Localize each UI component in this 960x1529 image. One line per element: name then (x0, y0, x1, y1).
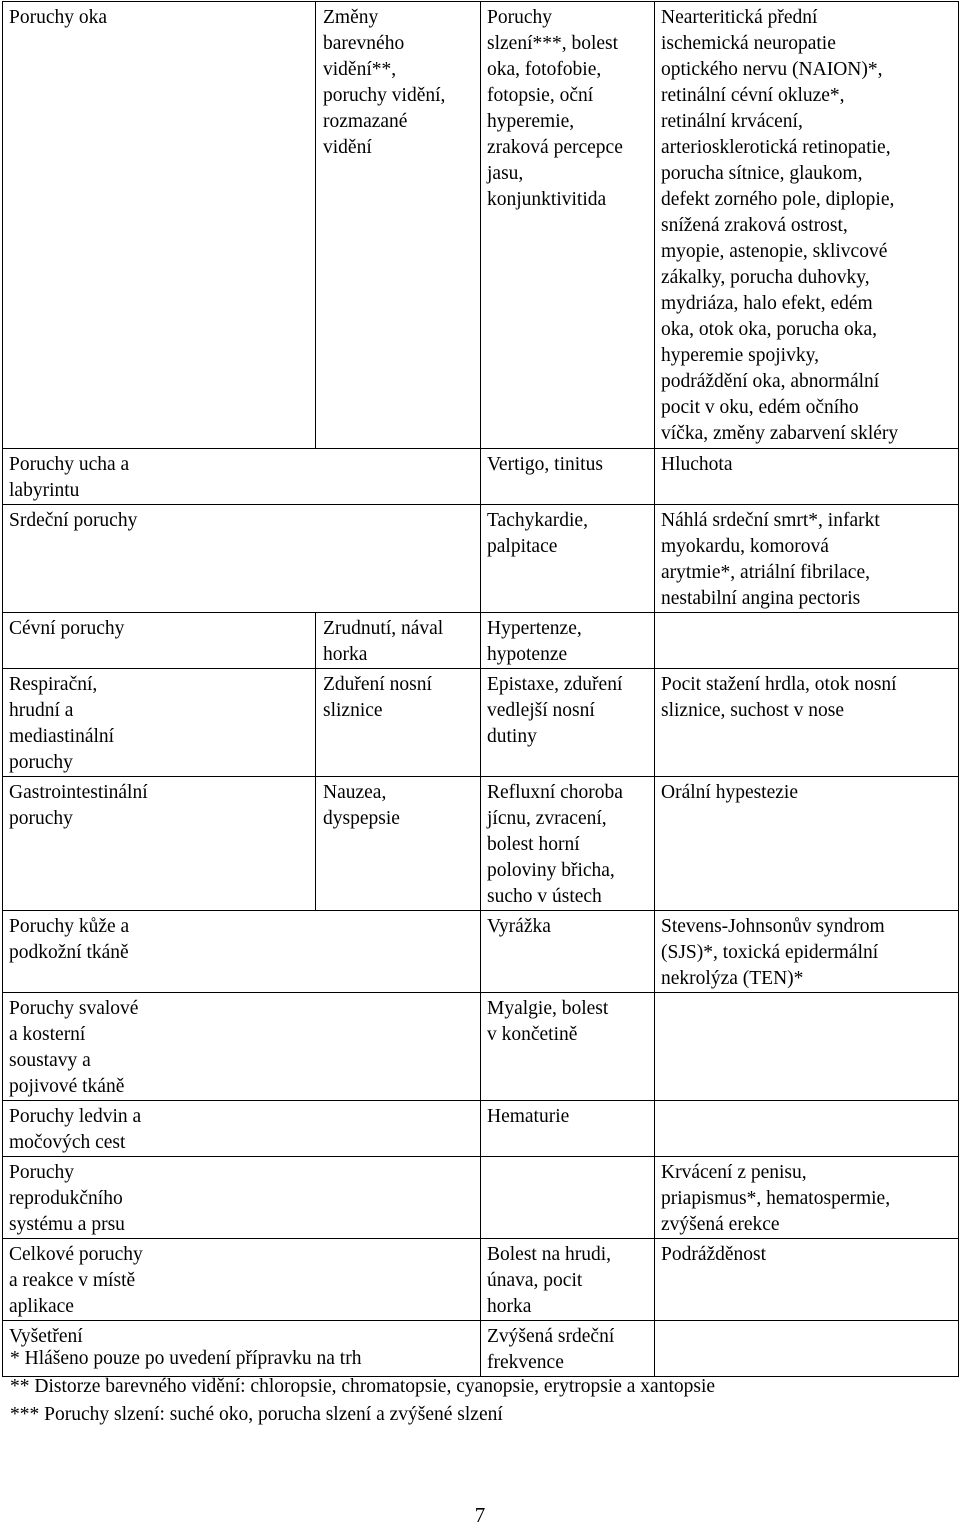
reaction-cell-rare: Krvácení z penisu, priapismus*, hematospermie, zvýšená erekce (655, 1157, 959, 1239)
reaction-cell-uncommon: Vertigo, tinitus (481, 449, 655, 505)
reaction-cell-rare: Orální hypestezie (655, 777, 959, 911)
reaction-cell-common (316, 1101, 481, 1157)
reaction-cell-uncommon: Epistaxe, zduření vedlejší nosní dutiny (481, 669, 655, 777)
reaction-cell-rare (655, 613, 959, 669)
reaction-cell-common (316, 505, 481, 613)
reaction-cell-uncommon: Bolest na hrudi, únava, pocit horka (481, 1239, 655, 1321)
table-row (3, 613, 959, 669)
reaction-cell-uncommon (481, 1157, 655, 1239)
table-row (3, 505, 959, 613)
reaction-cell-uncommon: Vyrážka (481, 911, 655, 993)
reaction-cell-common: Nauzea, dyspepsie (316, 777, 481, 911)
table-row (3, 911, 959, 993)
organ-class-cell: Gastrointestinální poruchy (3, 777, 316, 911)
reaction-cell-common (316, 1239, 481, 1321)
reaction-cell-common: Změny barevného vidění**, poruchy vidění, rozmazané vidění (316, 2, 481, 449)
reaction-cell-rare (655, 993, 959, 1101)
organ-class-cell: Poruchy reprodukčního systému a prsu (3, 1157, 316, 1239)
footnotes (10, 1345, 715, 1429)
reaction-cell-rare: Pocit stažení hrdla, otok nosní sliznice, suchost v nose (655, 669, 959, 777)
footnote: * Hlášeno pouze po uvedení přípravku na trh (10, 1348, 362, 1369)
adverse-reactions-table (2, 1, 959, 1377)
reaction-cell-rare: Hluchota (655, 449, 959, 505)
table-row (3, 1157, 959, 1239)
reaction-cell-uncommon: Zvýšená srdeční frekvence (481, 1321, 655, 1377)
table-row (3, 449, 959, 505)
page-number: 7 (474, 1503, 486, 1527)
reaction-cell-uncommon: Hematurie (481, 1101, 655, 1157)
organ-class-cell: Vyšetření (3, 1321, 316, 1377)
reaction-cell-uncommon: Myalgie, bolest v končetině (481, 993, 655, 1101)
organ-class-cell: Poruchy oka (3, 2, 316, 449)
organ-class-cell: Poruchy ledvin a močových cest (3, 1101, 316, 1157)
footnote: ** Distorze barevného vidění: chloropsie, chromatopsie, cyanopsie, erytropsie a xantopsie (10, 1376, 716, 1397)
table-row (3, 1239, 959, 1321)
reaction-cell-uncommon: Tachykardie, palpitace (481, 505, 655, 613)
reaction-cell-common (316, 911, 481, 993)
organ-class-cell: Srdeční poruchy (3, 505, 316, 613)
organ-class-cell: Poruchy kůže a podkožní tkáně (3, 911, 316, 993)
reaction-cell-uncommon: Poruchy slzení***, bolest oka, fotofobie, fotopsie, oční hyperemie, zraková percepce jasu, konjunktivitida (481, 2, 655, 449)
organ-class-cell: Poruchy svalové a kosterní soustavy a pojivové tkáně (3, 993, 316, 1101)
reaction-cell-common: Zduření nosní sliznice (316, 669, 481, 777)
organ-class-cell: Poruchy ucha a labyrintu (3, 449, 316, 505)
organ-class-cell: Cévní poruchy (3, 613, 316, 669)
reaction-cell-common (316, 1157, 481, 1239)
table-row (3, 777, 959, 911)
reaction-cell-common (316, 449, 481, 505)
footnote: *** Poruchy slzení: suché oko, porucha slzení a zvýšené slzení (10, 1404, 503, 1425)
reaction-cell-rare: Podrážděnost (655, 1239, 959, 1321)
reaction-cell-rare: Nearteritická přední ischemická neuropatie optického nervu (NAION)*, retinální cévní okluze*, retinální krvácení, arteriosklerotická retinopatie, porucha sítnice, glaukom, defekt zorného pole, diplopie, snížená zraková ostrost, myopie, astenopie, sklivcové zákalky, porucha duhovky, mydriáza, halo efekt, edém oka, otok oka, porucha oka, hyperemie spojivky, podráždění oka, abnormální pocit v oku, edém očního víčka, změny zabarvení skléry (655, 2, 959, 449)
reaction-cell-common (316, 993, 481, 1101)
organ-class-cell: Celkové poruchy a reakce v místě aplikace (3, 1239, 316, 1321)
table-row (3, 2, 959, 449)
reaction-cell-uncommon: Refluxní choroba jícnu, zvracení, bolest horní poloviny břicha, sucho v ústech (481, 777, 655, 911)
organ-class-cell: Respirační, hrudní a mediastinální poruchy (3, 669, 316, 777)
table-row (3, 669, 959, 777)
reaction-cell-rare: Stevens-Johnsonův syndrom (SJS)*, toxická epidermální nekrolýza (TEN)* (655, 911, 959, 993)
table-row (3, 993, 959, 1101)
reaction-cell-rare (655, 1101, 959, 1157)
reaction-cell-rare: Náhlá srdeční smrt*, infarkt myokardu, komorová arytmie*, atriální fibrilace, nestabilní angina pectoris (655, 505, 959, 613)
reaction-cell-common: Zrudnutí, nával horka (316, 613, 481, 669)
reaction-cell-uncommon: Hypertenze, hypotenze (481, 613, 655, 669)
table-row (3, 1101, 959, 1157)
